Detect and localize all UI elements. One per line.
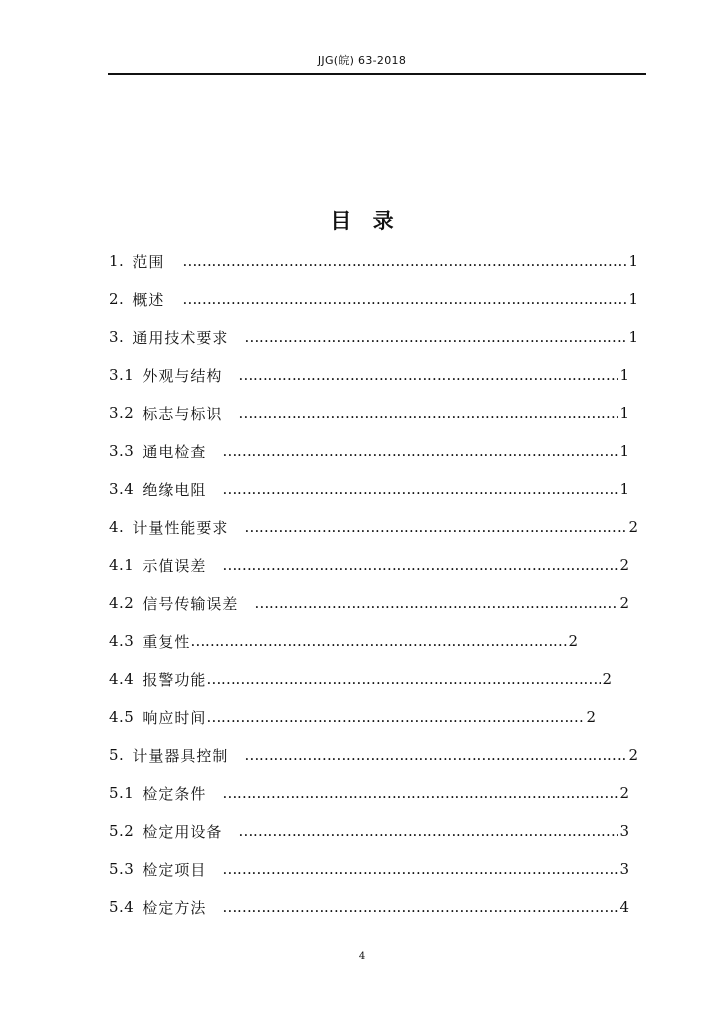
toc-entry[interactable]	[109, 743, 638, 767]
toc-entry[interactable]	[109, 591, 629, 615]
toc-entry-page: 1	[628, 290, 638, 308]
toc-entry-page: 2	[628, 746, 638, 764]
toc-entry-number: 3.2	[109, 404, 135, 422]
toc-entry[interactable]	[109, 629, 578, 653]
toc-entry[interactable]	[109, 363, 629, 387]
dot-leader	[182, 252, 627, 270]
toc-entry[interactable]	[109, 781, 629, 805]
toc-entry-title: 范围	[132, 252, 165, 271]
toc-entry[interactable]	[109, 287, 638, 311]
toc-entry-number: 1.	[109, 252, 125, 270]
toc-entry[interactable]	[109, 249, 638, 273]
toc-entry-page: 2	[619, 784, 629, 802]
toc-entry-page: 2	[628, 518, 638, 536]
dot-leader	[244, 328, 627, 346]
toc-entry-page: 4	[619, 898, 629, 916]
toc-entry-number: 4.3	[109, 632, 135, 650]
toc-entry-page: 2	[619, 556, 629, 574]
toc-entry[interactable]	[109, 401, 629, 425]
toc-entry[interactable]	[109, 515, 638, 539]
toc-entry-page: 1	[628, 252, 638, 270]
dot-leader	[222, 784, 618, 802]
toc-entry-number: 4.4	[109, 670, 135, 688]
toc-entry-title: 报警功能	[142, 670, 207, 689]
toc-entry-number: 5.2	[109, 822, 135, 840]
toc-entry-number: 3.4	[109, 480, 135, 498]
toc-entry-title: 检定条件	[142, 784, 207, 803]
page-header: JJG(皖) 63-2018	[317, 54, 407, 67]
dot-leader	[182, 290, 627, 308]
dot-leader	[254, 594, 618, 612]
toc-entry-title: 概述	[132, 290, 165, 309]
toc-entry-page: 1	[619, 404, 629, 422]
toc-entry-number: 4.	[109, 518, 125, 536]
toc-entry[interactable]	[109, 857, 629, 881]
toc-entry-title: 示值误差	[142, 556, 207, 575]
toc-entry-number: 3.3	[109, 442, 135, 460]
toc-entry-title: 计量器具控制	[132, 746, 229, 765]
toc-entry-page: 2	[602, 670, 612, 688]
toc-entry-page: 1	[619, 480, 629, 498]
toc-entry-title: 响应时间	[142, 708, 207, 727]
toc-entry-title: 计量性能要求	[132, 518, 229, 537]
toc-entry[interactable]	[109, 895, 629, 919]
header-rule	[108, 73, 646, 75]
dot-leader	[222, 442, 618, 460]
toc-entry-page: 1	[628, 328, 638, 346]
toc-title: 目 录	[330, 209, 394, 233]
dot-leader	[222, 860, 618, 878]
toc-entry-title: 检定用设备	[142, 822, 223, 841]
toc-entry-page: 2	[568, 632, 578, 650]
toc-entry-title: 检定方法	[142, 898, 207, 917]
toc-entry-title: 信号传输误差	[142, 594, 239, 613]
dot-leader	[244, 518, 627, 536]
toc-entry[interactable]	[109, 439, 629, 463]
toc-entry-title: 通电检查	[142, 442, 207, 461]
toc-entry-page: 3	[619, 860, 629, 878]
dot-leader	[222, 556, 618, 574]
dot-leader	[222, 898, 618, 916]
toc-entry[interactable]	[109, 819, 629, 843]
toc-entry-title: 重复性	[142, 632, 191, 651]
toc-entry-number: 5.3	[109, 860, 135, 878]
toc-entry[interactable]	[109, 705, 596, 729]
toc-entry-number: 4.2	[109, 594, 135, 612]
toc-entry[interactable]	[109, 667, 612, 691]
toc-entry-title: 绝缘电阻	[142, 480, 207, 499]
page-number: 4	[358, 951, 366, 962]
dot-leader	[190, 632, 567, 650]
toc-entry-number: 5.	[109, 746, 125, 764]
toc-entry-title: 标志与标识	[142, 404, 223, 423]
dot-leader	[238, 404, 618, 422]
toc-entry-title: 检定项目	[142, 860, 207, 879]
toc-entry-page: 1	[619, 366, 629, 384]
toc-entry-number: 4.5	[109, 708, 135, 726]
toc-entry[interactable]	[109, 553, 629, 577]
dot-leader	[244, 746, 627, 764]
toc-entry-number: 5.1	[109, 784, 135, 802]
toc-entry-page: 1	[619, 442, 629, 460]
dot-leader	[238, 822, 618, 840]
toc-entry-page: 3	[619, 822, 629, 840]
toc-entry[interactable]	[109, 477, 629, 501]
toc-entry-number: 2.	[109, 290, 125, 308]
toc-entry-title: 通用技术要求	[132, 328, 229, 347]
toc-entry-page: 2	[586, 708, 596, 726]
toc-entry-number: 4.1	[109, 556, 135, 574]
toc-entry-page: 2	[619, 594, 629, 612]
dot-leader	[206, 708, 585, 726]
dot-leader	[222, 480, 618, 498]
dot-leader	[238, 366, 618, 384]
toc-entry-number: 3.	[109, 328, 125, 346]
toc-entry-number: 3.1	[109, 366, 135, 384]
dot-leader	[206, 670, 601, 688]
toc-entry-number: 5.4	[109, 898, 135, 916]
toc-entry[interactable]	[109, 325, 638, 349]
toc-entry-title: 外观与结构	[142, 366, 223, 385]
